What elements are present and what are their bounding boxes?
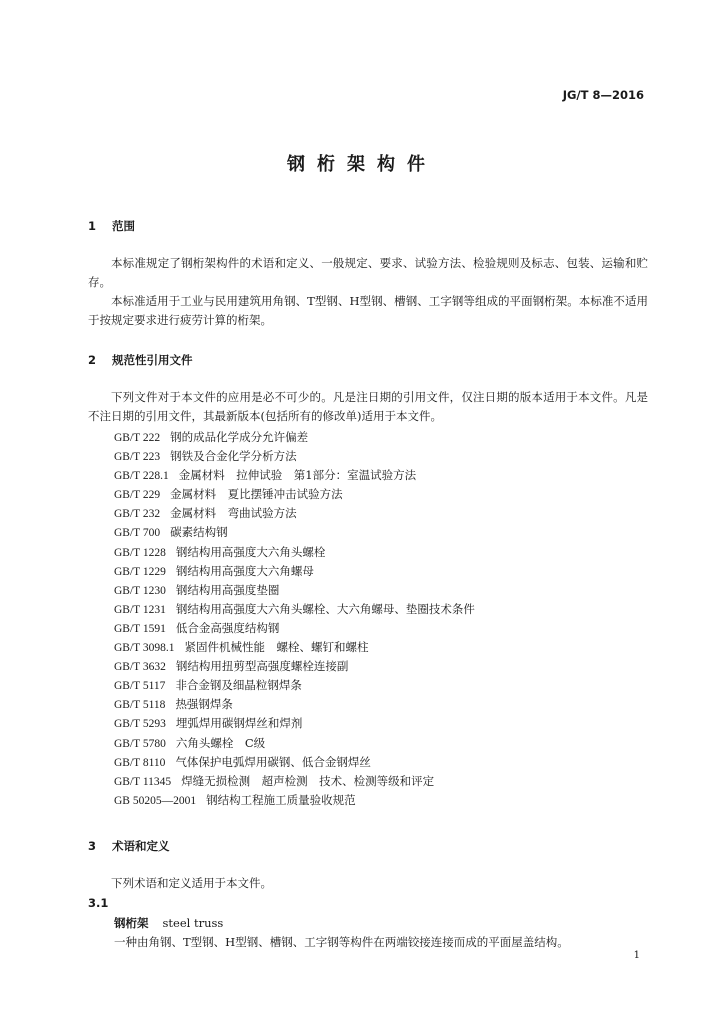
reference-item: [114, 638, 475, 657]
reference-code: GB/T 5118: [114, 699, 166, 712]
reference-title: 焊缝无损检测 超声检测 技术、检测等级和评定: [181, 773, 435, 788]
reference-item: [114, 695, 475, 714]
paragraph: 本标准规定了钢桁架构件的术语和定义、一般规定、要求、试验方法、检验规则及标志、包装、运输和贮存。: [88, 256, 648, 289]
reference-item: [114, 657, 475, 676]
reference-title: 碳素结构钢: [170, 525, 228, 540]
reference-title: 气体保护电弧焊用碳钢、低合金钢焊丝: [175, 754, 371, 769]
reference-title: 金属材料 拉伸试验 第1部分：室温试验方法: [178, 468, 417, 483]
document-title: 钢桁架构件: [287, 154, 437, 175]
reference-title: 金属材料 弯曲试验方法: [170, 506, 297, 521]
reference-code: GB/T 3632: [114, 661, 166, 674]
reference-item: [114, 523, 475, 542]
reference-code: GB/T 5780: [114, 737, 166, 750]
reference-item: [114, 791, 475, 810]
reference-item: [114, 543, 475, 562]
reference-title: 金属材料 夏比摆锤冲击试验方法: [170, 487, 343, 502]
reference-code: GB/T 8110: [114, 756, 166, 769]
term-name-zh: 钢桁架: [114, 916, 149, 930]
reference-item: [114, 428, 475, 447]
reference-code: GB/T 700: [114, 527, 161, 540]
reference-item: [114, 466, 475, 485]
reference-code: GB/T 11345: [114, 775, 172, 788]
section-1-heading: [88, 218, 135, 234]
reference-item: [114, 562, 475, 581]
reference-title: 钢的成品化学成分允许偏差: [170, 430, 309, 444]
reference-code: GB/T 1229: [114, 565, 166, 578]
section-number: 3: [88, 839, 97, 853]
reference-list: [114, 428, 475, 810]
reference-code: GB 50205—2001: [114, 794, 197, 807]
reference-item: [114, 619, 475, 638]
reference-code: GB/T 3098.1: [114, 642, 175, 655]
reference-code: GB/T 1591: [114, 622, 166, 635]
reference-item: [114, 753, 475, 772]
term-name: [114, 915, 223, 931]
reference-item: [114, 600, 475, 619]
term-definition: 一种由角钢、T型钢、H型钢、槽钢、工字钢等构件在两端铰接连接而成的平面屋盖结构。: [114, 935, 569, 949]
reference-item: [114, 485, 475, 504]
reference-code: GB/T 1231: [114, 603, 166, 616]
reference-item: [114, 734, 475, 753]
standard-code: JG/T 8—2016: [562, 88, 644, 102]
section-number: 2: [88, 353, 97, 367]
page-number: 1: [633, 950, 640, 961]
paragraph: 下列术语和定义适用于本文件。: [111, 876, 272, 890]
section-title: 规范性引用文件: [112, 353, 193, 367]
term-number: 3.1: [88, 896, 109, 910]
reference-title: 钢结构工程施工质量验收规范: [206, 792, 356, 807]
reference-code: GB/T 232: [114, 508, 161, 521]
reference-title: 钢结构用高强度大六角头螺栓、大六角螺母、垫圈技术条件: [175, 601, 475, 616]
reference-title: 低合金高强度结构钢: [175, 620, 280, 635]
reference-code: GB/T 1230: [114, 584, 166, 597]
reference-title: 六角头螺栓 C级: [175, 735, 266, 750]
reference-code: GB/T 222: [114, 432, 161, 444]
reference-item: [114, 447, 475, 466]
section-3-heading: [88, 838, 170, 854]
reference-item: [114, 676, 475, 695]
reference-title: 钢结构用扭剪型高强度螺栓连接副: [175, 659, 349, 674]
reference-code: GB/T 5117: [114, 680, 166, 693]
reference-title: 钢铁及合金化学分析方法: [170, 449, 297, 464]
reference-code: GB/T 229: [114, 489, 161, 502]
section-title: 范围: [112, 219, 136, 233]
reference-code: GB/T 5293: [114, 718, 166, 731]
reference-code: GB/T 223: [114, 451, 161, 464]
paragraph: 下列文件对于本文件的应用是必不可少的。凡是注日期的引用文件，仅注日期的版本适用于本文件。凡是不注日期的引用文件，其最新版本(包括所有的修改单)适用于本文件。: [88, 390, 648, 423]
reference-title: 埋弧焊用碳钢焊丝和焊剂: [175, 716, 303, 731]
reference-item: [114, 772, 475, 791]
term-name-en: steel truss: [162, 916, 224, 930]
reference-item: [114, 714, 475, 733]
reference-title: 钢结构用高强度垫圈: [175, 582, 280, 597]
section-number: 1: [88, 219, 97, 233]
reference-code: GB/T 228.1: [114, 470, 169, 483]
section-2-heading: [88, 352, 193, 368]
section-title: 术语和定义: [112, 839, 170, 853]
reference-item: [114, 504, 475, 523]
reference-item: [114, 581, 475, 600]
reference-title: 钢结构用高强度大六角螺母: [175, 563, 314, 578]
reference-title: 非合金钢及细晶粒钢焊条: [175, 678, 302, 693]
reference-title: 热强钢焊条: [175, 697, 233, 712]
reference-code: GB/T 1228: [114, 546, 166, 559]
reference-title: 紧固件机械性能 螺栓、螺钉和螺柱: [184, 640, 369, 655]
reference-title: 钢结构用高强度大六角头螺栓: [175, 544, 326, 559]
paragraph: 本标准适用于工业与民用建筑用角钢、T型钢、H型钢、槽钢、工字钢等组成的平面钢桁架。本标准不适用于按规定要求进行疲劳计算的桁架。: [88, 294, 648, 327]
